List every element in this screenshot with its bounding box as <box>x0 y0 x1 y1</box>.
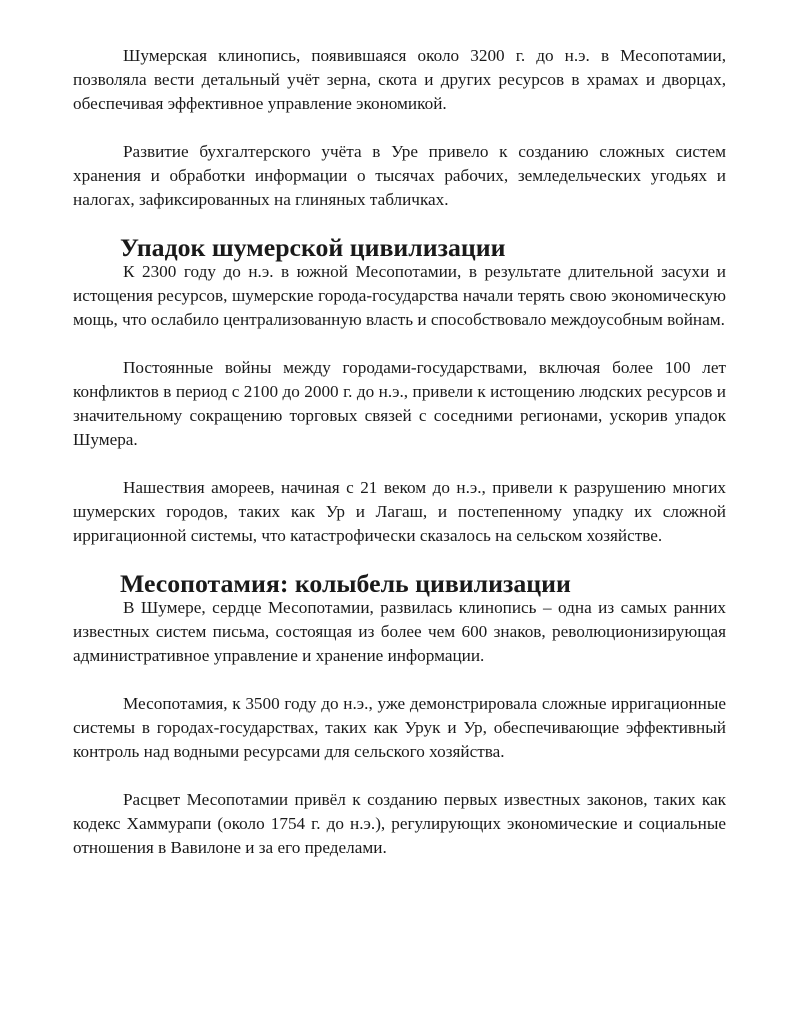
paragraph-amorite-invasions: Нашествия амореев, начиная с 21 веком до н.э., привели к разрушению многих шумерских городов, таких как Ур и Лагаш, и постепенному упадку их сложной ирригационной системы, что катастрофически сказалось на сельском хозяйстве. <box>73 478 726 545</box>
paragraph-cuneiform-accounting: Шумерская клинопись, появившаяся около 3200 г. до н.э. в Месопотамии, позволяла вести детальный учёт зерна, скота и других ресурсов в храмах и дворцах, обеспечивая эффективное управление экономикой. <box>73 46 726 113</box>
paragraph-cuneiform-writing: В Шумере, сердце Месопотамии, развилась клинопись – одна из самых ранних известных систем письма, состоящая из более чем 600 знаков, революционизирующая административное управление и хранение информации. <box>73 598 726 665</box>
paragraph-wars: Постоянные войны между городами-государствами, включая более 100 лет конфликтов в период с 2100 до 2000 г. до н.э., привели к истощению людских ресурсов и значительному сокращению торговых связей с соседними регионами, ускорив упадок Шумера. <box>73 358 726 449</box>
paragraph-drought-decline: К 2300 году до н.э. в южной Месопотамии, в результате длительной засухи и истощения ресурсов, шумерские города-государства начали терять свою экономическую мощь, что ослабило централизованную власть и способствовало междоусобным войнам. <box>73 262 726 329</box>
paragraph-hammurabi-code: Расцвет Месопотамии привёл к созданию первых известных законов, таких как кодекс Хаммурапи (около 1754 г. до н.э.), регулирующих экономические и социальные отношения в Вавилоне и за его пределами. <box>73 790 726 857</box>
section-heading-mesopotamia-cradle: Месопотамия: колыбель цивилизации <box>120 569 571 598</box>
section-heading-sumer-decline: Упадок шумерской цивилизации <box>120 233 506 262</box>
paragraph-irrigation: Месопотамия, к 3500 году до н.э., уже демонстрировала сложные ирригационные системы в городах-государствах, таких как Урук и Ур, обеспечивающие эффективный контроль над водными ресурсами для сельского хозяйства. <box>73 694 726 761</box>
document-page <box>73 44 726 860</box>
paragraph-ur-bookkeeping: Развитие бухгалтерского учёта в Уре привело к созданию сложных систем хранения и обработки информации о тысячах рабочих, земледельческих угодьях и налогах, зафиксированных на глиняных табличках. <box>73 142 726 209</box>
